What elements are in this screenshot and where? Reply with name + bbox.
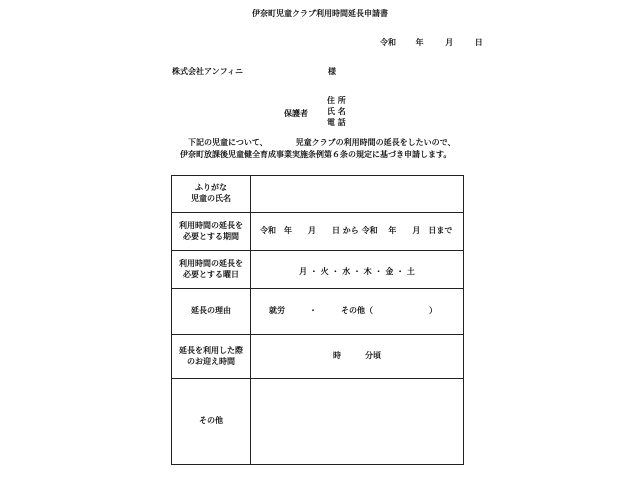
row-label-line: 必要とする曜日 — [183, 269, 239, 279]
row-label-line: 延長の理由 — [191, 306, 231, 316]
row-label-line: 利用時間の延長を — [179, 258, 243, 268]
row-label-other — [172, 379, 251, 465]
table-row — [172, 289, 464, 335]
body-text-line-2: 伊奈町放課後児童健全育成事業実施条例第６条の規定に基づき申請します。 — [180, 150, 452, 159]
table-row — [172, 176, 464, 213]
reason-field[interactable]: 就労 ・ その他（ ） — [251, 289, 464, 335]
table-row — [172, 379, 464, 465]
date-day: 日 — [474, 38, 483, 47]
child-name-field[interactable] — [251, 176, 464, 213]
table-row — [172, 213, 464, 251]
row-label-line: 児童の氏名 — [191, 194, 231, 203]
table-row — [172, 335, 464, 379]
application-form-table — [171, 175, 464, 465]
row-label-line: のお迎え時間 — [187, 356, 235, 366]
guardian-address-label: 住 所 — [327, 96, 346, 105]
row-label-line: 利用時間の延長を — [179, 220, 243, 230]
row-label-line: その他 — [199, 416, 223, 426]
pickup-time-field[interactable]: 時 分頃 — [251, 335, 464, 379]
row-label-child-name — [172, 176, 251, 213]
document-title: 伊奈町児童クラブ利用時間延長申請書 — [252, 9, 388, 18]
period-field[interactable]: 令和 年 月 日 から 令和 年 月 日まで — [251, 213, 464, 251]
guardian-phone-label: 電 話 — [327, 118, 346, 127]
addressee-company: 株式会社アンフィニ — [172, 67, 244, 76]
guardian-name-label: 氏 名 — [327, 107, 346, 116]
row-label-pickup-time — [172, 335, 251, 379]
row-label-line: ふりがな — [195, 183, 227, 193]
row-label-line: 延長を利用した際 — [179, 345, 243, 355]
weekdays-field[interactable]: 月 ・ 火 ・ 水 ・ 木 ・ 金 ・ 土 — [251, 251, 464, 289]
row-label-weekdays — [172, 251, 251, 289]
guardian-label: 保護者 — [284, 109, 308, 118]
table-row — [172, 251, 464, 289]
addressee-honorific: 様 — [328, 67, 336, 76]
row-label-reason — [172, 289, 251, 335]
date-month: 月 — [445, 38, 454, 47]
body-text-line-1: 下記の児童について、 児童クラブの利用時間の延長をしたいので、 — [188, 138, 456, 147]
date-year: 年 — [415, 38, 424, 47]
date-line — [380, 39, 483, 47]
date-era: 令和 — [380, 38, 396, 47]
row-label-period — [172, 213, 251, 251]
other-field[interactable] — [251, 379, 464, 465]
row-label-line: 必要とする期間 — [183, 231, 239, 241]
